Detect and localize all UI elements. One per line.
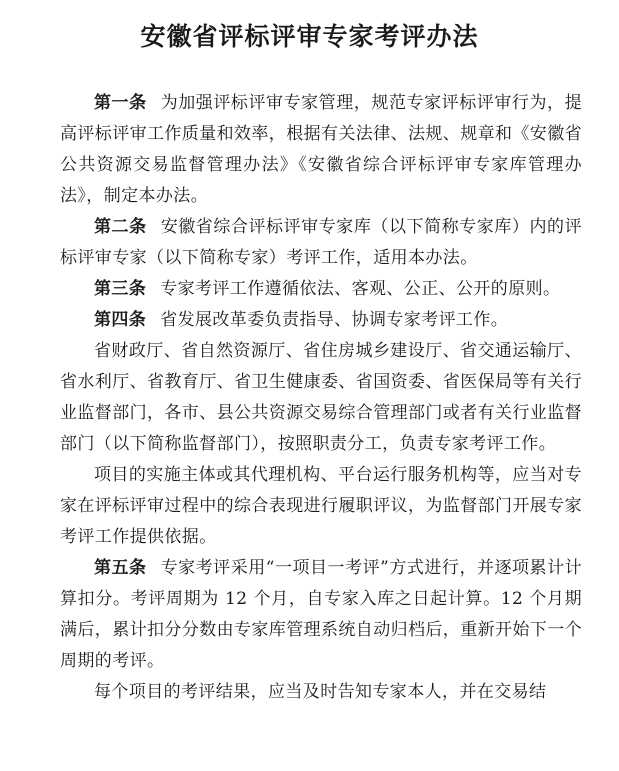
article-number: 第二条: [94, 217, 147, 237]
article-text: 为加强评标评审专家管理，规范专家评标评审行为，提高评标评审工作质量和效率，根据有关法律、法规、规章和《安徽省公共资源交易监督管理办法》《安徽省综合评标评审专家库管理办法》，制定本办法。: [60, 93, 582, 206]
article-text: 专家考评采用“一项目一考评”方式进行，并逐项累计计算扣分。考评周期为 12 个月，自专家入库之日起计算。12 个月期满后，累计扣分分数由专家库管理系统自动归档后，重新开始下一个周期的考评。: [60, 558, 583, 671]
article-3: [60, 274, 582, 305]
article-4-para-2: [60, 336, 582, 460]
article-number: 第四条: [94, 310, 147, 330]
article-text: 省发展改革委负责指导、协调专家考评工作。: [160, 310, 509, 330]
article-1: [60, 88, 582, 212]
article-5-para-2: [60, 677, 582, 708]
document-body: [60, 88, 582, 708]
article-number: 第三条: [94, 279, 147, 299]
paragraph-text: 项目的实施主体或其代理机构、平台运行服务机构等，应当对专家在评标评审过程中的综合表现进行履职评议，为监督部门开展专家考评工作提供依据。: [60, 465, 582, 547]
article-5: [60, 553, 582, 677]
article-text: 安徽省综合评标评审专家库（以下简称专家库）内的评标评审专家（以下简称专家）考评工作，适用本办法。: [60, 217, 582, 268]
article-2: [60, 212, 582, 274]
paragraph-text: 每个项目的考评结果，应当及时告知专家本人，并在交易结: [94, 682, 547, 702]
article-text: 专家考评工作遵循依法、客观、公正、公开的原则。: [160, 279, 561, 299]
article-4-para-3: [60, 460, 582, 553]
article-number: 第五条: [94, 558, 147, 578]
article-number: 第一条: [94, 93, 147, 113]
document-title: 安徽省评标评审专家考评办法: [140, 22, 479, 51]
paragraph-text: 省财政厅、省自然资源厅、省住房城乡建设厅、省交通运输厅、省水利厅、省教育厅、省卫生健康委、省国资委、省医保局等有关行业监督部门，各市、县公共资源交易综合管理部门或者有关行业监督部门（以下简称监督部门），按照职责分工，负责专家考评工作。: [60, 341, 582, 454]
article-4: [60, 305, 582, 336]
